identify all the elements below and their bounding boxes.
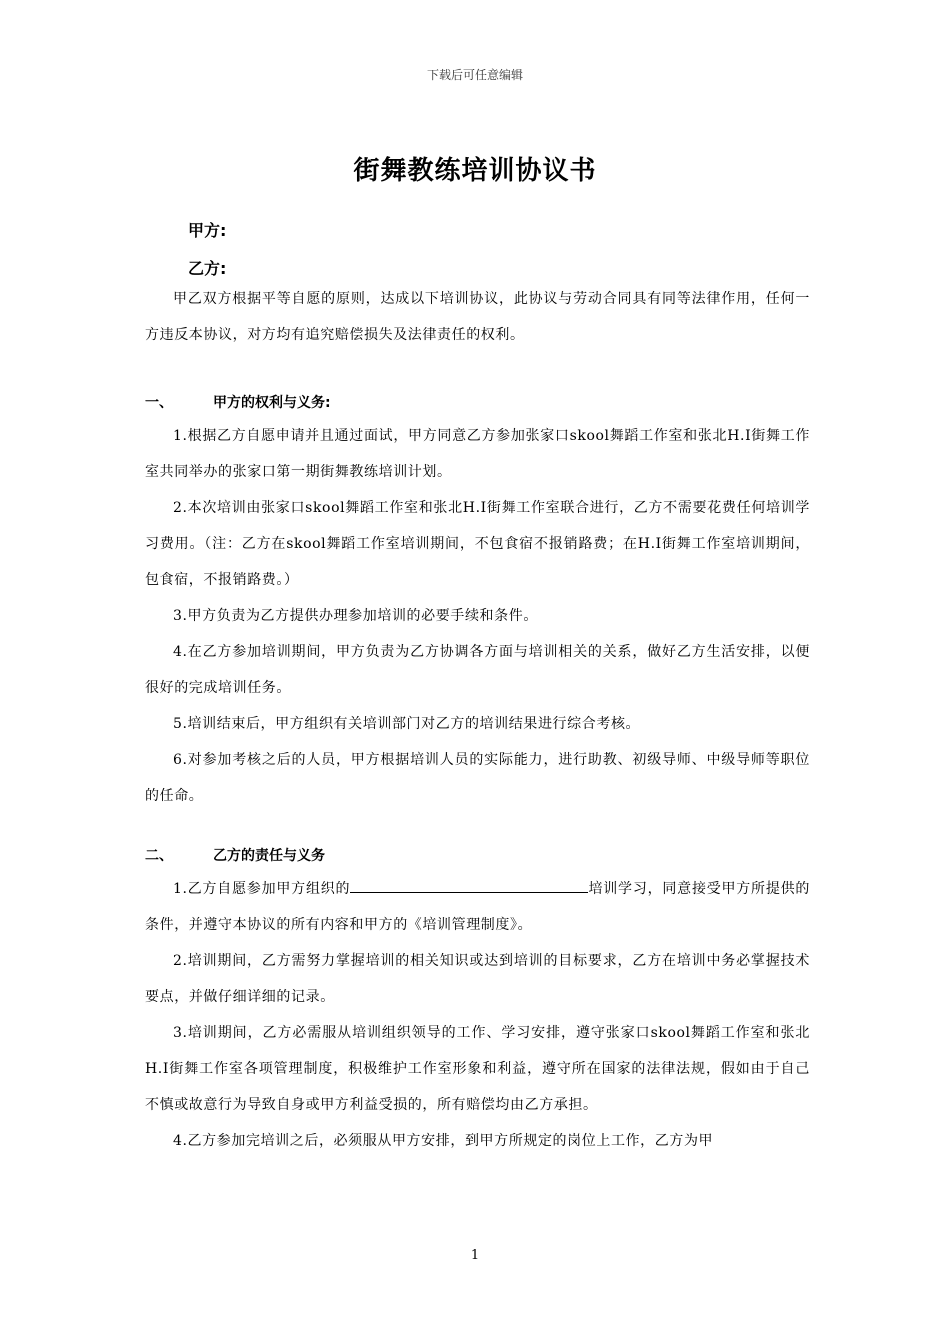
section-1-item: 5.培训结束后，甲方组织有关培训部门对乙方的培训结果进行综合考核。 (173, 716, 641, 732)
section-2-heading (145, 845, 325, 865)
header-note: 下载后可任意编辑 (426, 68, 523, 82)
intro-paragraph: 甲乙双方根据平等自愿的原则，达成以下培训协议，此协议与劳动合同具有同等法律作用，任何一方违反本协议，对方均有追究赔偿损失及法律责任的权利。 (145, 291, 810, 343)
section-1-item: 4.在乙方参加培训期间，甲方负责为乙方协调各方面与培训相关的关系，做好乙方生活安排，以便很好的完成培训任务。 (145, 644, 810, 696)
section-2-item: 4.乙方参加完培训之后，必须服从甲方安排，到甲方所规定的岗位上工作，乙方为甲 (173, 1133, 714, 1149)
party-b-label: 乙方: (188, 259, 227, 278)
fill-in-blank-line[interactable] (350, 878, 588, 893)
section-1-item: 6.对参加考核之后的人员，甲方根据培训人员的实际能力，进行助教、初级导师、中级导师等职位的任命。 (145, 752, 810, 804)
page-number: 1 (470, 1248, 480, 1263)
section-2-item-1-start: 1.乙方自愿参加甲方组织的 (173, 881, 351, 897)
document-title: 街舞教练培训协议书 (353, 156, 597, 186)
section-1-heading (145, 392, 331, 412)
section-1-title: 甲方的权利与义务: (213, 395, 331, 411)
section-1-number: 一、 (145, 395, 173, 411)
section-2-item (145, 871, 810, 943)
section-1-item: 3.甲方负责为乙方提供办理参加培训的必要手续和条件。 (173, 608, 538, 624)
section-2-item: 2.培训期间，乙方需努力掌握培训的相关知识或达到培训的目标要求，乙方在培训中务必掌握技术要点，并做仔细详细的记录。 (145, 953, 810, 1005)
section-1-item: 2.本次培训由张家口skool舞蹈工作室和张北H.I街舞工作室联合进行，乙方不需要花费任何培训学习费用。（注：乙方在skool舞蹈工作室培训期间，不包食宿不报销路费；在H.I街舞工作室培训期间，包食宿，不报销路费。） (145, 500, 810, 588)
section-2-item: 3.培训期间，乙方必需服从培训组织领导的工作、学习安排，遵守张家口skool舞蹈工作室和张北H.I街舞工作室各项管理制度，积极维护工作室形象和利益，遵守所在国家的法律法规，假如由于自己不慎或故意行为导致自身或甲方利益受损的，所有赔偿均由乙方承担。 (145, 1025, 810, 1113)
section-1-item: 1.根据乙方自愿申请并且通过面试，甲方同意乙方参加张家口skool舞蹈工作室和张北H.I街舞工作室共同举办的张家口第一期街舞教练培训计划。 (145, 428, 810, 480)
party-a-label: 甲方: (188, 221, 227, 240)
section-1-items (145, 418, 810, 814)
section-2-item-1-end: 培训学习，同意接受甲方所提供的条件，并遵守本协议的所有内容和甲方的《培训管理制度》。 (145, 881, 810, 933)
section-2-number: 二、 (145, 848, 173, 864)
section-2-title: 乙方的责任与义务 (213, 848, 325, 864)
section-2-items (145, 871, 810, 1159)
intro-paragraph-block (145, 281, 810, 353)
